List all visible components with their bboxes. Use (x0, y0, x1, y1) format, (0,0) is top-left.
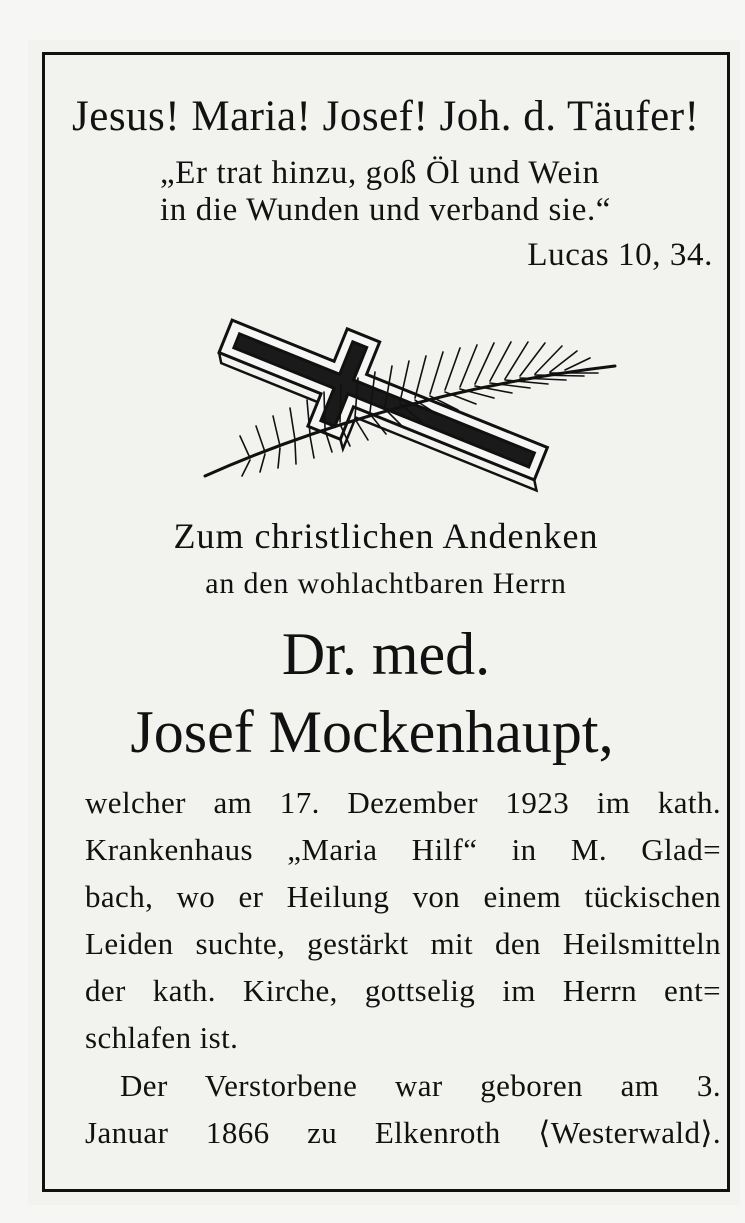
scripture-reference: Lucas 10, 34. (527, 237, 713, 273)
body-text-line: Januar 1866 zu Elkenroth ⟨Westerwald⟩. (85, 1115, 721, 1150)
body-text-line: welcher am 17. Dezember 1923 im kath. (85, 785, 721, 820)
body-text-line: bach, wo er Heilung von einem tückischen (85, 879, 721, 914)
deceased-title: Dr. med. (281, 621, 491, 687)
body-text-line: schlafen ist. (85, 1020, 239, 1055)
body-text-line: Leiden suchte, gestärkt mit den Heilsmitteln (85, 926, 721, 961)
cross-with-palm-branch-icon (170, 318, 630, 493)
intro-line-1: Zum christlichen Andenken (173, 516, 599, 556)
intro-line-2: an den wohlachtbaren Herrn (205, 567, 567, 600)
body-text-line: Der Verstorbene war geboren am 3. (120, 1068, 721, 1103)
deceased-name: Josef Mockenhaupt, (130, 699, 614, 765)
body-text-line: der kath. Kirche, gottselig im Herrn ent= (85, 973, 721, 1008)
scripture-quote-line-1: „Er trat hinzu, goß Öl und Wein (160, 155, 600, 191)
invocation-heading: Jesus! Maria! Josef! Joh. d. Täufer! (72, 93, 700, 140)
body-text-line: Krankenhaus „Maria Hilf“ in M. Glad= (85, 832, 721, 867)
scripture-quote-line-2: in die Wunden und verband sie.“ (160, 192, 612, 228)
